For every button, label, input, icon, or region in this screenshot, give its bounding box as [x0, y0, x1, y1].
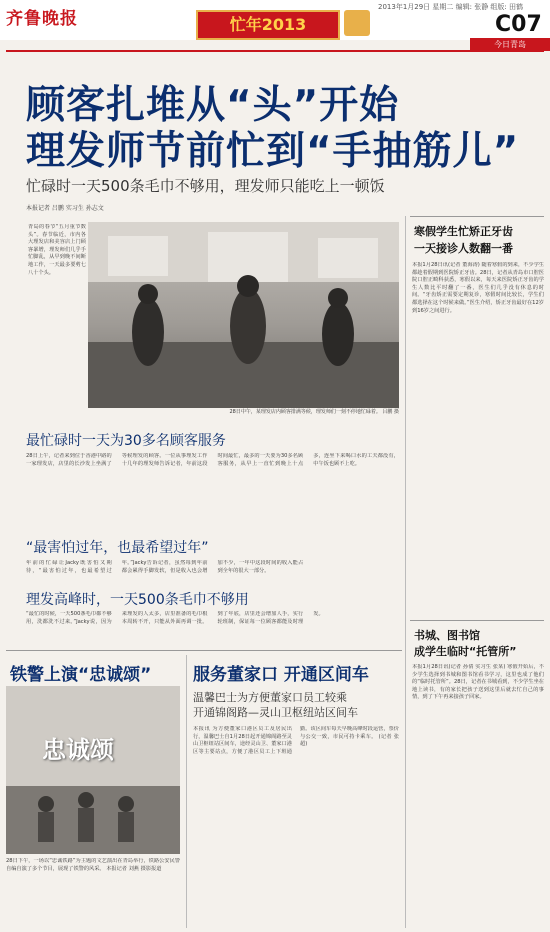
bottom-left-caption: 28日下午，一场以“忠诚铁路”为主题的文艺演出在青岛举行，铁路公安民警自编自演了多个节目，展现了铁警的风采。 本报记者 刘燕 摄影报道 — [6, 858, 180, 872]
bottom-rule — [6, 650, 402, 651]
right-story-2-headline-1: 书城、图书馆 — [414, 629, 480, 642]
right-column-rule-1 — [410, 216, 544, 217]
salon-scene-illustration — [88, 222, 399, 408]
column-divider — [405, 216, 406, 928]
headline-line-1: 顾客扎堆从“头”开始 — [26, 83, 400, 128]
right-column-rule-2 — [410, 620, 544, 621]
top-rule — [6, 50, 544, 52]
right-story-2-headline-2: 成学生临时“托管所” — [414, 645, 517, 658]
festival-banner: 忙年2013 — [196, 10, 340, 40]
stage-banner-text: 忠诚颂 — [42, 736, 114, 764]
section-body-2: 年前的忙碌让Jacky既害怕又期待，“最害怕过年，也最希望过年。”Jacky告诉记者，虽然每到年前都会累得手脚发软，但是收入也会增加不少，一年中这段时间的收入能占到全年的很大一部分。 — [26, 560, 304, 574]
section-label: 今日青岛 — [470, 38, 550, 51]
section-body-1: 28日上午，记者来到位于香港中路的一家理发店，店里的长沙发上坐满了等候理发的顾客。一位从事理发工作十几年的理发师告诉记者，年前这段时间最忙，最多的一天要为30多名顾客服务，从早上一直忙到晚上十点多，连坐下来喝口水的工夫都没有，中午饭也顾不上吃。 — [26, 453, 399, 467]
right-story-2-body: 本报1月28日讯(记者 孙倩 实习生 张某) 寒假开始后，不少学生选择到书城和图书馆看书学习，这里也成了他们的“临时托管所”。28日，记者在书城看到，不少学生坐在地上读书，有的家长把孩子送到这里后就去忙自己的事情，到了下午再来接孩子回家。 — [412, 664, 544, 701]
festival-decoration — [344, 10, 370, 36]
headline-line-2: 理发师节前忙到“手抽筋儿” — [26, 129, 520, 174]
section-heading-2: “最害怕过年，也最希望过年” — [26, 540, 209, 556]
right-story-1-headline-1: 寒假学生忙矫正牙齿 — [414, 225, 513, 238]
bottom-right-subhead-1: 温馨巴士为方便董家口员工较乘 — [193, 691, 347, 704]
subheadline: 忙碌时一天500条毛巾不够用，理发师只能吃上一顿饭 — [26, 177, 385, 195]
newspaper-logo: 齐鲁晚报 — [6, 9, 78, 29]
dateline: 2013年1月29日 星期二 编辑: 张静 组版: 田鹤 — [378, 3, 524, 11]
bottom-right-headline: 服务董家口 开通区间车 — [193, 665, 369, 685]
section-heading-3: 理发高峰时，一天500条毛巾不够用 — [26, 592, 249, 608]
page-number: C07 — [495, 12, 542, 37]
right-story-1-headline-2: 一天接诊人数翻一番 — [414, 242, 513, 255]
section-body-3: “最忙的时候，一天500条毛巾都不够用，洗都洗不过来。”Jacky说，因为来理发的人太多，店里准备的毛巾根本周转不开，只能从外面再调一批。到了年底，店里还会增加人手，实行轮班制，保证每一位顾客都能及时理发。 — [26, 611, 324, 625]
lead-intro: 青岛的春节“五月重节数头”。春节临近，市内各大理发店和美容店上门顾客暴增，理发师们几乎手忙脚乱，从早到晚不间断地工作，一天最多要剪七八十个头。 — [28, 224, 86, 276]
byline: 本报记者 吕鹏 实习生 孙志文 — [26, 205, 104, 212]
performance-photo — [6, 686, 180, 854]
bottom-right-subhead-2: 开通锦阁路—灵山卫枢纽站区间车 — [193, 706, 358, 719]
bottom-right-body: 本报讯 为方便董家口港区员工及居民出行，温馨巴士自1月28日起开通锦阁路至灵山卫枢纽站区间车，途经灵山卫、董家口港区等主要站点，方便了港区员工上下班通勤。该区间车每天早晚高峰时段运营，票价与公交一致，市民可持卡乘车。 (记者 张超) — [193, 726, 399, 755]
section-heading-1: 最忙碌时一天为30多名顾客服务 — [26, 433, 226, 449]
right-story-1-body: 本报1月28日讯(记者 董海涛) 随着寒假的到来，不少学生都趁着假期到医院矫正牙齿。28日，记者从青岛市口腔医院口腔正畸科获悉，寒假以来，每天来医院矫正牙齿的学生人数比平时翻了一番，医生们几乎没有休息的时间。“牙齿矫正需要定期复诊，寒假时间比较长，学生们都选择在这个时候来做。”医生介绍，矫正牙齿最好在12岁到16岁之间进行。 — [412, 262, 544, 314]
bottom-column-divider — [186, 655, 187, 928]
photo-caption: 28日中午，某理发店内顾客排满等候，理发师们一刻不停地忙碌着。 吕鹏 摄 — [229, 409, 399, 415]
bottom-left-headline: 铁警上演“忠诚颂” — [10, 665, 152, 685]
stage-scene-illustration — [6, 686, 180, 854]
